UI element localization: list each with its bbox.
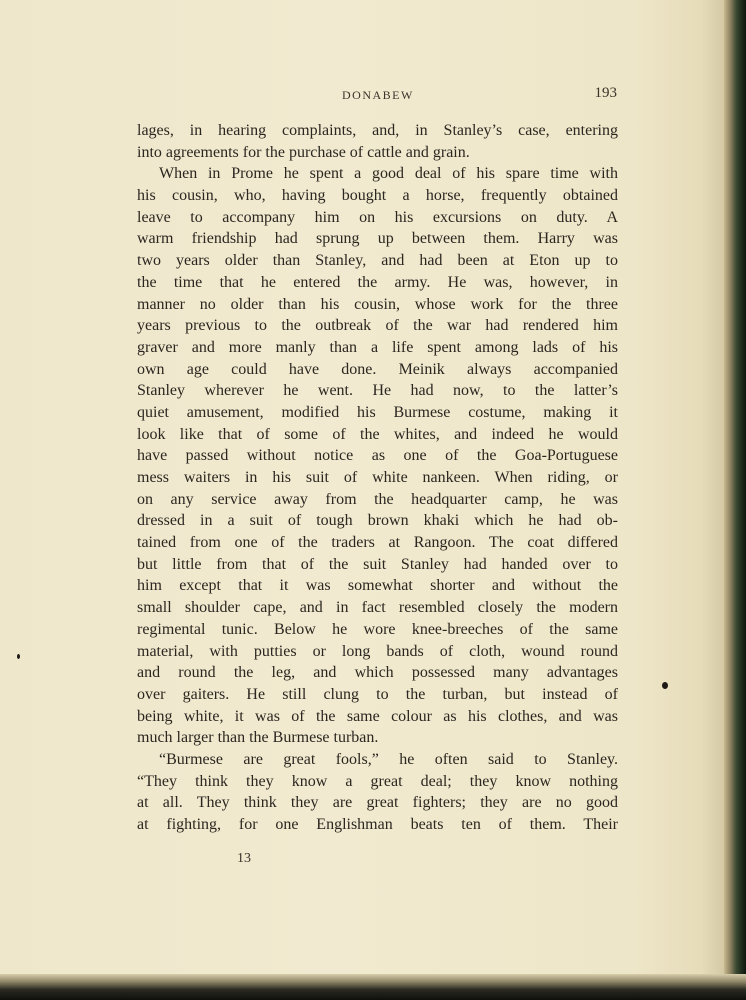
text-line: Stanley wherever he went. He had now, to the latter’s xyxy=(137,382,618,400)
text-line: at fighting, for one Englishman beats ten of them. Their xyxy=(137,816,618,833)
text-line: the time that he entered the army. He was, however, in xyxy=(137,273,618,291)
page-edge-bottom xyxy=(0,974,746,1000)
text-line: look like that of some of the whites, and indeed he would xyxy=(137,425,618,443)
text-line: “They think they know a great deal; they know nothing xyxy=(137,772,618,790)
text-line: tained from one of the traders at Rangoon. The coat differed xyxy=(137,534,618,552)
page-header xyxy=(137,85,617,108)
page-number: 193 xyxy=(594,85,617,101)
text-line: into agreements for the purchase of cattle and grain. xyxy=(137,143,470,161)
ink-speck xyxy=(662,682,668,689)
signature-mark: 13 xyxy=(237,851,251,866)
text-line: two years older than Stanley, and had been at Eton up to xyxy=(137,252,618,270)
text-line: his cousin, who, having bought a horse, frequently obtained xyxy=(137,187,618,205)
text-line: warm friendship had sprung up between them. Harry was xyxy=(137,230,618,248)
text-line: and round the leg, and which possessed many advantages xyxy=(137,664,618,682)
text-line: mess waiters in his suit of white nankeen. When riding, or xyxy=(137,469,618,486)
text-line: lages, in hearing complaints, and, in Stanley’s case, entering xyxy=(137,122,618,139)
text-line: at all. They think they are great fighters; they are no good xyxy=(137,794,618,812)
text-line: quiet amusement, modified his Burmese costume, making it xyxy=(137,403,618,421)
text-line: small shoulder cape, and in fact resembled closely the modern xyxy=(137,599,618,617)
page-edge-right xyxy=(724,0,746,1000)
text-line: much larger than the Burmese turban. xyxy=(137,729,379,747)
text-line: over gaiters. He still clung to the turban, but instead of xyxy=(137,685,618,703)
text-line: dressed in a suit of tough brown khaki which he had ob- xyxy=(137,512,618,530)
ink-speck xyxy=(17,654,20,659)
text-line: but little from that of the suit Stanley had handed over to xyxy=(137,555,618,573)
text-line: have passed without notice as one of the Goa-Portuguese xyxy=(137,447,618,465)
text-line: “Burmese are great fools,” he often said to Stanley. xyxy=(159,750,618,768)
body-text xyxy=(137,120,618,836)
running-title: DONABEW xyxy=(342,88,414,102)
text-line: regimental tunic. Below he wore knee-breeches of the same xyxy=(137,620,618,638)
text-line: on any service away from the headquarter camp, he was xyxy=(137,490,618,508)
text-line: material, with putties or long bands of cloth, wound round xyxy=(137,642,618,660)
text-line: being white, it was of the same colour as his clothes, and was xyxy=(137,707,618,725)
text-line: When in Prome he spent a good deal of his spare time with xyxy=(159,165,618,183)
text-line: graver and more manly than a life spent among lads of his xyxy=(137,338,618,356)
text-line: leave to accompany him on his excursions on duty. A xyxy=(137,208,618,226)
text-line: him except that it was somewhat shorter and without the xyxy=(137,577,618,595)
text-line: manner no older than his cousin, whose work for the three xyxy=(137,295,618,313)
text-line: own age could have done. Meinik always accompanied xyxy=(137,360,618,378)
text-line: years previous to the outbreak of the war had rendered him xyxy=(137,317,618,335)
